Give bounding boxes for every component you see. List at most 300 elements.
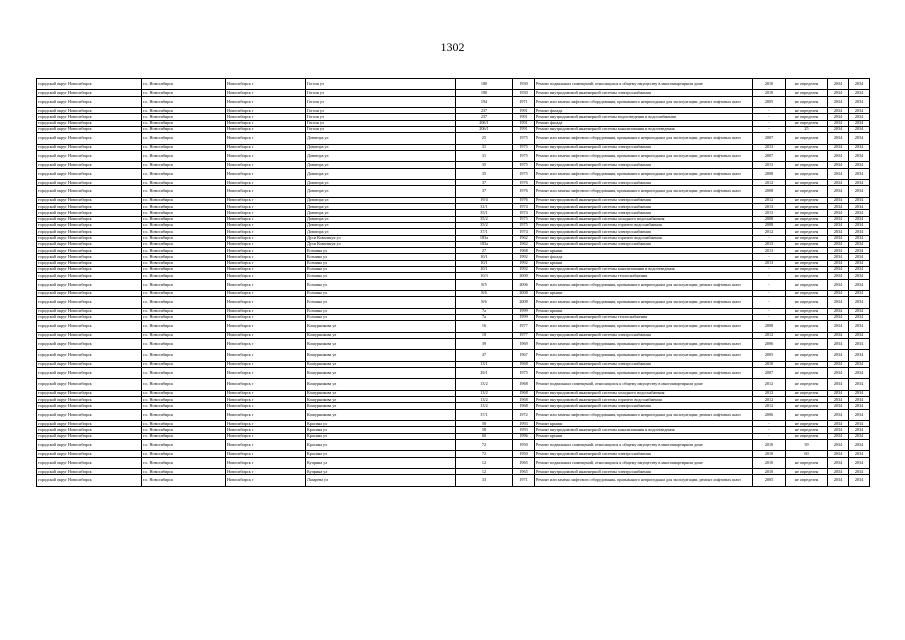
cell-house-number: 10/3 xyxy=(456,273,513,279)
cell-last-repair-year: 2013 xyxy=(753,260,786,266)
cell-okrug: городской округ Новосибирск xyxy=(37,427,142,433)
cell-house-number: 18 xyxy=(456,332,513,338)
cell-wear: не определен xyxy=(786,222,828,228)
cell-plan-year-start: 2034 xyxy=(828,403,849,409)
cell-work-type: Ремонт подвальных помещений, относящихся к общему имуществу в многоквартирном доме xyxy=(535,379,753,390)
cell-build-year: 1968 xyxy=(513,248,535,254)
cell-municipality: г.о. Новосибирск xyxy=(142,433,226,439)
cell-plan-year-end: 2034 xyxy=(849,144,870,150)
cell-wear: не определен xyxy=(786,229,828,235)
cell-municipality: г.о. Новосибирск xyxy=(142,254,226,260)
cell-city: Новосибирск г xyxy=(226,273,306,279)
cell-work-type: Ремонт подвальных помещений, относящихся к общему имуществу в многоквартирном доме xyxy=(535,439,753,450)
cell-plan-year-end: 2034 xyxy=(849,403,870,409)
table-row xyxy=(37,457,870,468)
cell-plan-year-end: 2034 xyxy=(849,368,870,379)
cell-work-type: Ремонт крыши xyxy=(535,308,753,314)
cell-street: Доватора ул xyxy=(306,222,456,228)
cell-house-number: 35/2 xyxy=(456,216,513,222)
cell-plan-year-end: 2034 xyxy=(849,469,870,475)
cell-build-year: 1999 xyxy=(513,314,535,320)
cell-build-year: 1976 xyxy=(513,197,535,203)
cell-plan-year-start: 2034 xyxy=(828,248,849,254)
cell-work-type: Ремонт подвальных помещений, относящихся к общему имуществу в многоквартирном доме xyxy=(535,457,753,468)
cell-work-type: Ремонт или замена лифтового оборудования, признанного непригодным для эксплуатации, ремонт лифтовых шахт xyxy=(535,475,753,486)
cell-plan-year-start: 2034 xyxy=(828,150,849,161)
cell-work-type: Ремонт или замена лифтового оборудования, признанного непригодным для эксплуатации, ремонт лифтовых шахт xyxy=(535,96,753,107)
cell-okrug: городской округ Новосибирск xyxy=(37,241,142,247)
cell-city: Новосибирск г xyxy=(226,120,306,126)
cell-plan-year-end: 2034 xyxy=(849,254,870,260)
cell-work-type: Ремонт внутридомовой инженерной системы электроснабжения xyxy=(535,241,753,247)
cell-house-number: 183а xyxy=(456,235,513,241)
cell-city: Новосибирск г xyxy=(226,266,306,272)
cell-city: Новосибирск г xyxy=(226,133,306,144)
cell-build-year: 1962 xyxy=(513,241,535,247)
cell-plan-year-start: 2034 xyxy=(828,427,849,433)
cell-city: Новосибирск г xyxy=(226,421,306,427)
cell-street: Дуси Ковальчук ул xyxy=(306,235,456,241)
cell-house-number: 8/5 xyxy=(456,279,513,290)
cell-plan-year-end: 2034 xyxy=(849,197,870,203)
cell-house-number: 35/1 xyxy=(456,210,513,216)
cell-work-type: Ремонт или замена лифтового оборудования, признанного непригодным для эксплуатации, ремонт лифтовых шахт xyxy=(535,279,753,290)
cell-build-year: 1976 xyxy=(513,186,535,197)
cell-city: Новосибирск г xyxy=(226,260,306,266)
cell-house-number: 35/2 xyxy=(456,222,513,228)
cell-build-year: 1975 xyxy=(513,368,535,379)
cell-municipality: г.о. Новосибирск xyxy=(142,297,226,308)
cell-plan-year-end: 2034 xyxy=(849,180,870,186)
cell-plan-year-start: 2034 xyxy=(828,314,849,320)
cell-work-type: Ремонт внутридомовой инженерной системы электроснабжения xyxy=(535,210,753,216)
cell-municipality: г.о. Новосибирск xyxy=(142,144,226,150)
cell-street: Кошурникова ул xyxy=(306,350,456,361)
cell-wear: не определен xyxy=(786,162,828,168)
cell-last-repair-year: 2010 xyxy=(753,451,786,457)
cell-okrug: городской округ Новосибирск xyxy=(37,475,142,486)
cell-wear: не определен xyxy=(786,204,828,210)
cell-municipality: г.о. Новосибирск xyxy=(142,321,226,332)
table-row xyxy=(37,439,870,450)
cell-street: Куприна ул xyxy=(306,469,456,475)
cell-municipality: г.о. Новосибирск xyxy=(142,229,226,235)
cell-plan-year-end: 2034 xyxy=(849,279,870,290)
cell-work-type: Ремонт внутридомовой инженерной системы электроснабжения xyxy=(535,229,753,235)
cell-build-year: 1993 xyxy=(513,427,535,433)
cell-municipality: г.о. Новосибирск xyxy=(142,361,226,367)
cell-okrug: городской округ Новосибирск xyxy=(37,120,142,126)
cell-municipality: г.о. Новосибирск xyxy=(142,248,226,254)
cell-house-number: 58 xyxy=(456,421,513,427)
cell-build-year: 2006 xyxy=(513,279,535,290)
cell-street: Красина ул xyxy=(306,421,456,427)
cell-plan-year-end: 2034 xyxy=(849,297,870,308)
cell-house-number: 37/1 xyxy=(456,409,513,420)
cell-plan-year-start: 2034 xyxy=(828,254,849,260)
cell-build-year: 1977 xyxy=(513,332,535,338)
cell-plan-year-start: 2034 xyxy=(828,162,849,168)
cell-okrug: городской округ Новосибирск xyxy=(37,433,142,439)
cell-city: Новосибирск г xyxy=(226,144,306,150)
cell-street: Доватора ул xyxy=(306,133,456,144)
cell-last-repair-year: 2013 xyxy=(753,248,786,254)
cell-build-year: 1992 xyxy=(513,266,535,272)
cell-work-type: Ремонт внутридомовой инженерной системы холодного водоснабжения xyxy=(535,390,753,396)
cell-work-type: Ремонт или замена лифтового оборудования, признанного непригодным для эксплуатации, ремонт лифтовых шахт xyxy=(535,409,753,420)
cell-okrug: городской округ Новосибирск xyxy=(37,451,142,457)
cell-municipality: г.о. Новосибирск xyxy=(142,469,226,475)
cell-build-year: 1968 xyxy=(513,379,535,390)
cell-city: Новосибирск г xyxy=(226,235,306,241)
cell-work-type: Ремонт или замена лифтового оборудования, признанного непригодным для эксплуатации, ремонт лифтовых шахт xyxy=(535,186,753,197)
cell-work-type: Ремонт или замена лифтового оборудования, признанного непригодным для эксплуатации, ремонт лифтовых шахт xyxy=(535,368,753,379)
cell-last-repair-year: 2007 xyxy=(753,133,786,144)
cell-wear: не определен xyxy=(786,321,828,332)
cell-house-number: 237 xyxy=(456,114,513,120)
cell-plan-year-end: 2034 xyxy=(849,114,870,120)
cell-last-repair-year: - xyxy=(753,235,786,241)
cell-street: Гоголя ул xyxy=(306,90,456,96)
cell-plan-year-start: 2034 xyxy=(828,96,849,107)
cell-wear: не определен xyxy=(786,90,828,96)
cell-city: Новосибирск г xyxy=(226,162,306,168)
cell-street: Кошурникова ул xyxy=(306,390,456,396)
cell-street: Гоголя ул xyxy=(306,79,456,90)
cell-wear: не определен xyxy=(786,433,828,439)
cell-okrug: городской округ Новосибирск xyxy=(37,204,142,210)
cell-plan-year-start: 2034 xyxy=(828,361,849,367)
cell-plan-year-start: 2034 xyxy=(828,241,849,247)
cell-build-year: 1975 xyxy=(513,150,535,161)
cell-okrug: городской округ Новосибирск xyxy=(37,266,142,272)
cell-house-number: 7а xyxy=(456,308,513,314)
cell-okrug: городской округ Новосибирск xyxy=(37,248,142,254)
cell-work-type: Ремонт крыши xyxy=(535,421,753,427)
cell-last-repair-year: - xyxy=(753,126,786,132)
cell-street: Есенина ул xyxy=(306,273,456,279)
cell-house-number: 7а xyxy=(456,314,513,320)
cell-plan-year-end: 2034 xyxy=(849,204,870,210)
cell-municipality: г.о. Новосибирск xyxy=(142,350,226,361)
cell-okrug: городской округ Новосибирск xyxy=(37,180,142,186)
cell-okrug: городской округ Новосибирск xyxy=(37,290,142,296)
cell-plan-year-end: 2034 xyxy=(849,210,870,216)
cell-municipality: г.о. Новосибирск xyxy=(142,368,226,379)
table-row xyxy=(37,409,870,420)
cell-plan-year-end: 2034 xyxy=(849,390,870,396)
cell-plan-year-start: 2034 xyxy=(828,229,849,235)
cell-wear: не определен xyxy=(786,273,828,279)
cell-build-year: 1950 xyxy=(513,451,535,457)
cell-okrug: городской округ Новосибирск xyxy=(37,469,142,475)
cell-last-repair-year: 2008 xyxy=(753,186,786,197)
cell-plan-year-start: 2034 xyxy=(828,120,849,126)
cell-plan-year-start: 2034 xyxy=(828,222,849,228)
cell-work-type: Ремонт внутридомовой инженерной системы электроснабжения xyxy=(535,180,753,186)
table-row xyxy=(37,150,870,161)
cell-build-year: 1965 xyxy=(513,469,535,475)
cell-build-year: 1972 xyxy=(513,409,535,420)
cell-build-year: 2008 xyxy=(513,290,535,296)
cell-build-year: 1950 xyxy=(513,439,535,450)
cell-municipality: г.о. Новосибирск xyxy=(142,114,226,120)
cell-wear: не определен xyxy=(786,168,828,179)
cell-house-number: 237 xyxy=(456,108,513,114)
cell-plan-year-start: 2034 xyxy=(828,338,849,349)
cell-last-repair-year: 2012 xyxy=(753,379,786,390)
cell-street: Доватора ул xyxy=(306,168,456,179)
cell-okrug: городской округ Новосибирск xyxy=(37,197,142,203)
cell-okrug: городской округ Новосибирск xyxy=(37,114,142,120)
cell-street: Гоголя ул xyxy=(306,96,456,107)
cell-municipality: г.о. Новосибирск xyxy=(142,266,226,272)
cell-work-type: Ремонт крыши xyxy=(535,248,753,254)
cell-plan-year-start: 2034 xyxy=(828,308,849,314)
cell-plan-year-start: 2034 xyxy=(828,451,849,457)
cell-street: Кошурникова ул xyxy=(306,379,456,390)
cell-last-repair-year: 2010 xyxy=(753,79,786,90)
cell-last-repair-year: 2005 xyxy=(753,350,786,361)
cell-build-year: 1968 xyxy=(513,397,535,403)
cell-municipality: г.о. Новосибирск xyxy=(142,210,226,216)
cell-plan-year-end: 2034 xyxy=(849,290,870,296)
cell-work-type: Ремонт крыши xyxy=(535,433,753,439)
cell-plan-year-end: 2034 xyxy=(849,96,870,107)
repair-schedule-table xyxy=(36,78,870,487)
cell-house-number: 60 xyxy=(456,433,513,439)
cell-last-repair-year: 2013 xyxy=(753,204,786,210)
cell-wear: не определен xyxy=(786,144,828,150)
cell-city: Новосибирск г xyxy=(226,338,306,349)
cell-municipality: г.о. Новосибирск xyxy=(142,168,226,179)
cell-okrug: городской округ Новосибирск xyxy=(37,210,142,216)
cell-build-year: 1991 xyxy=(513,114,535,120)
cell-house-number: 27 xyxy=(456,248,513,254)
cell-build-year: 1991 xyxy=(513,120,535,126)
cell-plan-year-end: 2034 xyxy=(849,427,870,433)
cell-street: Кошурникова ул xyxy=(306,403,456,409)
cell-municipality: г.о. Новосибирск xyxy=(142,186,226,197)
table-row xyxy=(37,279,870,290)
cell-plan-year-start: 2034 xyxy=(828,297,849,308)
cell-okrug: городской округ Новосибирск xyxy=(37,308,142,314)
cell-work-type: Ремонт внутридомовой инженерной системы горячего водоснабжения xyxy=(535,397,753,403)
cell-wear: не определен xyxy=(786,254,828,260)
cell-okrug: городской округ Новосибирск xyxy=(37,314,142,320)
cell-street: Есенина ул xyxy=(306,290,456,296)
cell-work-type: Ремонт фасада xyxy=(535,254,753,260)
cell-build-year: 1991 xyxy=(513,108,535,114)
cell-street: Доватора ул xyxy=(306,150,456,161)
cell-street: Есенина ул xyxy=(306,314,456,320)
cell-municipality: г.о. Новосибирск xyxy=(142,403,226,409)
cell-municipality: г.о. Новосибирск xyxy=(142,475,226,486)
cell-plan-year-start: 2034 xyxy=(828,108,849,114)
cell-last-repair-year: - xyxy=(753,279,786,290)
cell-wear: не определен xyxy=(786,279,828,290)
cell-plan-year-end: 2034 xyxy=(849,266,870,272)
cell-house-number: 10/1 xyxy=(456,254,513,260)
cell-work-type: Ремонт внутридомовой инженерной системы канализования и водоотведения xyxy=(535,126,753,132)
cell-city: Новосибирск г xyxy=(226,180,306,186)
cell-street: Кошурникова ул xyxy=(306,368,456,379)
cell-last-repair-year: - xyxy=(753,290,786,296)
cell-city: Новосибирск г xyxy=(226,114,306,120)
cell-okrug: городской округ Новосибирск xyxy=(37,79,142,90)
cell-work-type: Ремонт внутридомовой инженерной системы электроснабжения xyxy=(535,197,753,203)
table-row xyxy=(37,96,870,107)
cell-wear: не определен xyxy=(786,403,828,409)
cell-city: Новосибирск г xyxy=(226,379,306,390)
cell-work-type: Ремонт или замена лифтового оборудования, признанного непригодным для эксплуатации, ремонт лифтовых шахт xyxy=(535,297,753,308)
cell-street: Гоголя ул xyxy=(306,114,456,120)
cell-last-repair-year: 2012 xyxy=(753,180,786,186)
cell-city: Новосибирск г xyxy=(226,216,306,222)
cell-municipality: г.о. Новосибирск xyxy=(142,150,226,161)
cell-plan-year-end: 2034 xyxy=(849,222,870,228)
cell-street: Есенина ул xyxy=(306,248,456,254)
cell-plan-year-start: 2034 xyxy=(828,397,849,403)
cell-street: Доватора ул xyxy=(306,162,456,168)
cell-plan-year-start: 2034 xyxy=(828,90,849,96)
cell-house-number: 183а xyxy=(456,241,513,247)
table-row xyxy=(37,79,870,90)
cell-plan-year-start: 2034 xyxy=(828,321,849,332)
cell-municipality: г.о. Новосибирск xyxy=(142,273,226,279)
cell-build-year: 1991 xyxy=(513,126,535,132)
cell-wear: не определен xyxy=(786,197,828,203)
cell-municipality: г.о. Новосибирск xyxy=(142,290,226,296)
cell-house-number: 72 xyxy=(456,439,513,450)
cell-house-number: 19/4 xyxy=(456,197,513,203)
cell-city: Новосибирск г xyxy=(226,427,306,433)
cell-house-number: 206/1 xyxy=(456,126,513,132)
cell-build-year: 1992 xyxy=(513,254,535,260)
cell-build-year: 1975 xyxy=(513,168,535,179)
cell-work-type: Ремонт внутридомовой инженерной системы горячего водоснабжения xyxy=(535,235,753,241)
cell-plan-year-start: 2034 xyxy=(828,204,849,210)
cell-build-year: 1974 xyxy=(513,204,535,210)
cell-build-year: 1930 xyxy=(513,79,535,90)
cell-last-repair-year: - xyxy=(753,314,786,320)
cell-wear: не определен xyxy=(786,79,828,90)
cell-okrug: городской округ Новосибирск xyxy=(37,279,142,290)
cell-city: Новосибирск г xyxy=(226,96,306,107)
cell-plan-year-start: 2034 xyxy=(828,469,849,475)
cell-street: Гоголя ул xyxy=(306,108,456,114)
cell-city: Новосибирск г xyxy=(226,290,306,296)
cell-street: Есенина ул xyxy=(306,260,456,266)
cell-plan-year-end: 2034 xyxy=(849,397,870,403)
cell-municipality: г.о. Новосибирск xyxy=(142,120,226,126)
cell-house-number: 29/1 xyxy=(456,368,513,379)
cell-municipality: г.о. Новосибирск xyxy=(142,332,226,338)
cell-okrug: городской округ Новосибирск xyxy=(37,361,142,367)
cell-municipality: г.о. Новосибирск xyxy=(142,126,226,132)
cell-okrug: городской округ Новосибирск xyxy=(37,235,142,241)
cell-wear: не определен xyxy=(786,475,828,486)
cell-house-number: 31/1 xyxy=(456,204,513,210)
cell-build-year: 1975 xyxy=(513,216,535,222)
cell-work-type: Ремонт внутридомовой инженерной системы водоотведения и водоснабжения xyxy=(535,114,753,120)
cell-house-number: 25 xyxy=(456,133,513,144)
cell-build-year: 1974 xyxy=(513,210,535,216)
cell-okrug: городской округ Новосибирск xyxy=(37,162,142,168)
cell-house-number: 12 xyxy=(456,457,513,468)
cell-street: Кошурникова ул xyxy=(306,397,456,403)
cell-wear: не определен xyxy=(786,114,828,120)
cell-street: Доватора ул xyxy=(306,180,456,186)
table-body xyxy=(37,79,870,487)
cell-build-year: 1971 xyxy=(513,96,535,107)
cell-last-repair-year: 2012 xyxy=(753,397,786,403)
cell-work-type: Ремонт или замена лифтового оборудования, признанного непригодным для эксплуатации, ремонт лифтовых шахт xyxy=(535,168,753,179)
cell-house-number: 37 xyxy=(456,180,513,186)
cell-okrug: городской округ Новосибирск xyxy=(37,368,142,379)
cell-city: Новосибирск г xyxy=(226,397,306,403)
cell-okrug: городской округ Новосибирск xyxy=(37,457,142,468)
cell-build-year: 1971 xyxy=(513,475,535,486)
cell-wear: не определен xyxy=(786,427,828,433)
cell-municipality: г.о. Новосибирск xyxy=(142,390,226,396)
cell-plan-year-end: 2034 xyxy=(849,241,870,247)
cell-street: Гоголя ул xyxy=(306,120,456,126)
cell-street: Доватора ул xyxy=(306,210,456,216)
cell-wear: не определен xyxy=(786,260,828,266)
cell-street: Кошурникова ул xyxy=(306,409,456,420)
cell-house-number: 16 xyxy=(456,321,513,332)
cell-city: Новосибирск г xyxy=(226,248,306,254)
cell-wear: не определен xyxy=(786,290,828,296)
cell-city: Новосибирск г xyxy=(226,350,306,361)
cell-last-repair-year: 2010 xyxy=(753,361,786,367)
cell-build-year: 1975 xyxy=(513,133,535,144)
cell-build-year: 1974 xyxy=(513,229,535,235)
cell-plan-year-start: 2034 xyxy=(828,126,849,132)
cell-plan-year-start: 2034 xyxy=(828,168,849,179)
cell-work-type: Ремонт внутридомовой инженерной системы электроснабжения xyxy=(535,90,753,96)
cell-plan-year-start: 2034 xyxy=(828,439,849,450)
cell-plan-year-start: 2034 xyxy=(828,273,849,279)
cell-build-year: 1992 xyxy=(513,260,535,266)
cell-street: Доватора ул xyxy=(306,229,456,235)
cell-work-type: Ремонт внутридомовой инженерной системы теплоснабжения xyxy=(535,273,753,279)
cell-work-type: Ремонт крыши xyxy=(535,260,753,266)
cell-build-year: 1975 xyxy=(513,144,535,150)
cell-plan-year-start: 2034 xyxy=(828,379,849,390)
cell-last-repair-year: - xyxy=(753,273,786,279)
cell-last-repair-year: 2010 xyxy=(753,90,786,96)
cell-city: Новосибирск г xyxy=(226,469,306,475)
cell-city: Новосибирск г xyxy=(226,390,306,396)
cell-municipality: г.о. Новосибирск xyxy=(142,79,226,90)
cell-work-type: Ремонт или замена лифтового оборудования, признанного непригодным для эксплуатации, ремонт лифтовых шахт xyxy=(535,133,753,144)
cell-city: Новосибирск г xyxy=(226,186,306,197)
cell-okrug: городской округ Новосибирск xyxy=(37,216,142,222)
cell-municipality: г.о. Новосибирск xyxy=(142,397,226,403)
cell-plan-year-start: 2034 xyxy=(828,180,849,186)
cell-plan-year-end: 2034 xyxy=(849,314,870,320)
cell-build-year: 2008 xyxy=(513,297,535,308)
cell-okrug: городской округ Новосибирск xyxy=(37,379,142,390)
cell-work-type: Ремонт или замена лифтового оборудования, признанного непригодным для эксплуатации, ремонт лифтовых шахт xyxy=(535,321,753,332)
cell-municipality: г.о. Новосибирск xyxy=(142,457,226,468)
cell-city: Новосибирск г xyxy=(226,229,306,235)
cell-last-repair-year: 2005 xyxy=(753,96,786,107)
cell-street: Есенина ул xyxy=(306,297,456,308)
cell-city: Новосибирск г xyxy=(226,409,306,420)
